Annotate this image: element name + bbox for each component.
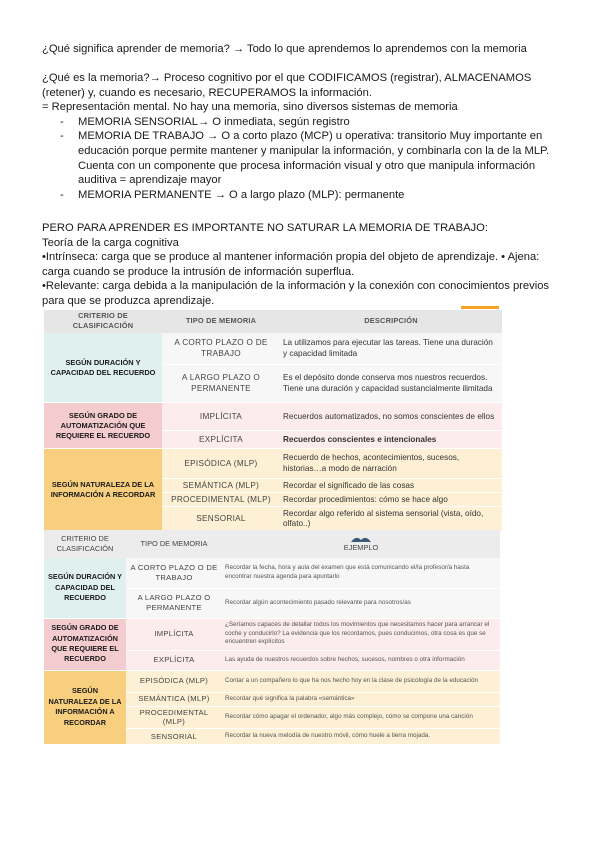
memory-type-cell: EPISÓDICA (MLP) [162,449,280,479]
criterion-cell: SEGÚN DURACIÓN Y CAPACIDAD DEL RECUERDO [44,333,162,403]
section-memory-definition [42,71,562,202]
column-header: CRITERIO DE CLASIFICACIÓN [44,530,126,558]
memory-type-cell: SENSORIAL [126,728,222,744]
memory-type-cell: SEMÁNTICA (MLP) [126,692,222,706]
example-cell: Recordar la nueva melodía de nuestro móvil, cómo huele a tierra mojada. [222,728,500,744]
memory-type-cell: SENSORIAL [162,507,280,531]
column-header: TIPO DE MEMORIA [162,310,280,333]
memory-type-cell: EXPLÍCITA [126,650,222,670]
criterion-cell: SEGÚN NATURALEZA DE LA INFORMACIÓN A RECORDAR [44,449,162,531]
list-item: - MEMORIA SENSORIAL→ O inmediata, según registro [42,115,562,130]
memory-type-cell: EPISÓDICA (MLP) [126,670,222,692]
column-header: DESCRIPCIÓN [280,310,502,333]
column-header [222,530,500,558]
example-cell: Recordar la fecha, hora y aula del examen que está comunicando el/la profesor/a hasta encontrar nuestra agenda para apuntarlo [222,558,500,588]
description-cell: Recuerdos conscientes e intencionales [280,431,502,449]
decorative-bar [461,306,499,309]
example-cell: Recordar cómo apagar el ordenador, algo más complejo, cómo se compone una canción [222,706,500,728]
paragraph-intrinseca: •Intrínseca: carga que se produce al mantener información propia del objeto de aprendizaje. • Ajena: carga cuando se produce la intrusión de información superflua. [42,251,540,278]
column-header: CRITERIO DE CLASIFICACIÓN [44,310,162,333]
example-cell: Las ayuda de nuestros recuerdos sobre hechos, sucesos, nombres o otra información [222,650,500,670]
description-cell: Es el depósito donde conserva mos nuestros recuerdos. Tiene una duración y capacidad sustancialmente ilimitada [280,365,502,403]
paragraph-heading-pero: PERO PARA APRENDER ES IMPORTANTE NO SATURAR LA MEMORIA DE TRABAJO: [42,222,488,234]
memory-type-cell: A CORTO PLAZO O DE TRABAJO [162,333,280,365]
example-cell: ¿Seríamos capaces de detallar todos los movimientos que necesitamos hacer para arrancar el coche y conducirlo? La evidencia que los recordamos, pues conducimos, otra cosa es que se encuentren explícitos [222,618,500,650]
criterion-cell: SEGÚN DURACIÓN Y CAPACIDAD DEL RECUERDO [44,558,126,618]
paragraph-what-is-learning: ¿Qué significa aprender de memoria? → Todo lo que aprendemos lo aprendemos con la memoria [42,43,527,55]
description-cell: La utilizamos para ejecutar las tareas. Tiene una duración y capacidad limitada [280,333,502,365]
description-cell: Recuerdo de hechos, acontecimientos, sucesos, historias…a modo de narración [280,449,502,479]
memory-examples-table [44,530,500,745]
column-header: TIPO DE MEMORIA [126,530,222,558]
list-item: - MEMORIA DE TRABAJO → O a corto plazo (MCP) u operativa: transitorio Muy importante en educación porque permite mantener y manipular la información, y combinarla con la de la MLP. Cuenta con un componente que procesa información visual y otro que manipula información auditiva = aprendizaje mayor [42,129,562,187]
paragraph-relevante: •Relevante: carga debida a la manipulación de la información y la conexión con conocimientos previos para que se produzca aprendizaje. [42,280,550,307]
description-cell: Recordar procedimientos: cómo se hace algo [280,493,502,507]
memory-type-cell: PROCEDIMENTAL (MLP) [162,493,280,507]
memory-type-cell: IMPLÍCITA [162,403,280,431]
memory-type-cell: A LARGO PLAZO O PERMANENTE [162,365,280,403]
criterion-cell: SEGÚN GRADO DE AUTOMATIZACIÓN QUE REQUIERE EL RECUERDO [44,403,162,449]
memory-type-cell: PROCEDIMENTAL (MLP) [126,706,222,728]
description-cell: Recuerdos automatizados, no somos conscientes de ellos [280,403,502,431]
memory-type-cell: A CORTO PLAZO O DE TRABAJO [126,558,222,588]
header-ornament-icon [350,535,372,543]
criterion-cell: SEGÚN NATURALEZA DE LA INFORMACIÓN A RECORDAR [44,670,126,744]
memory-type-cell: A LARGO PLAZO O PERMANENTE [126,588,222,618]
example-cell: Recordar qué significa la palabra «semántica» [222,692,500,706]
paragraph-what-is-memory: ¿Qué es la memoria?→ Proceso cognitivo por el que CODIFICAMOS (registrar), ALMACENAMOS (retener) y, cuando es necesario, RECUPERAMOS la información. [42,72,532,99]
memory-classification-table [44,310,502,531]
paragraph-teoria: Teoría de la carga cognitiva [42,236,179,249]
section-cognitive-load [42,221,562,309]
memory-types-list [42,115,562,203]
description-cell: Recordar algo referido al sistema sensorial (vista, oído, olfato..) [280,507,502,531]
list-item: - MEMORIA PERMANENTE → O a largo plazo (MLP): permanente [42,188,562,203]
memory-type-cell: SEMÁNTICA (MLP) [162,479,280,493]
example-cell: Contar a un compañero lo que ha nos hecho hoy en la clase de psicología de la educación [222,670,500,692]
memory-type-cell: IMPLÍCITA [126,618,222,650]
example-cell: Recordar algún acontecimiento pasado relevante para nosotros/as [222,588,500,618]
description-cell: Recordar el significado de las cosas [280,479,502,493]
column-header-label: EJEMPLO [343,543,379,553]
criterion-cell: SEGÚN GRADO DE AUTOMATIZACIÓN QUE REQUIERE EL RECUERDO [44,618,126,670]
paragraph-representation: = Representación mental. No hay una memoria, sino diversos sistemas de memoria [42,101,458,114]
memory-type-cell: EXPLÍCITA [162,431,280,449]
